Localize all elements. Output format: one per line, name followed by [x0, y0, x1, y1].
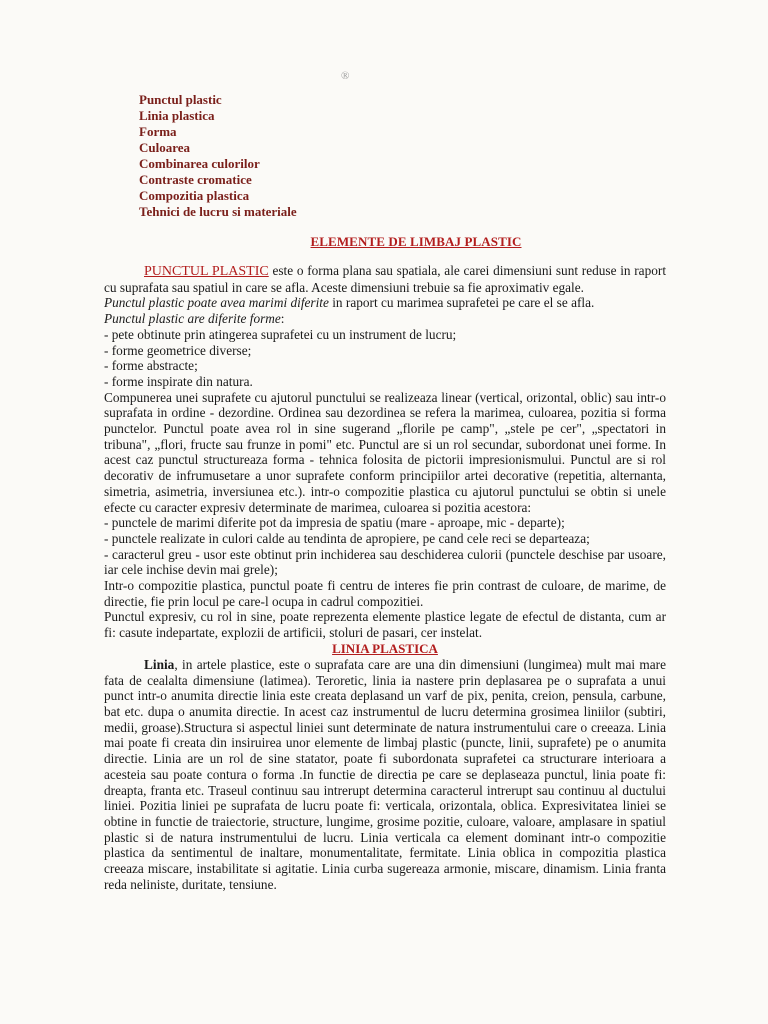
punct-centru-paragraph: Intr-o compozitie plastica, punctul poate fi centru de interes fie prin contrast de culoare, de marime, de directie, fie prin locul pe care-l ocupa in cadrul compozitiei.: [104, 578, 666, 609]
toc-item: Tehnici de lucru si materiale: [139, 204, 297, 219]
punct-forme-heading: Punctul plastic are diferite forme:: [104, 311, 285, 327]
punct-keyword: PUNCTUL PLASTIC: [144, 264, 269, 279]
main-title: ELEMENTE DE LIMBAJ PLASTIC: [310, 234, 522, 249]
punct-marimi-text: in raport cu marimea suprafetei pe care el se afla.: [328, 295, 595, 311]
punct-compunere-paragraph: Compunerea unei suprafete cu ajutorul punctului se realizeaza linear (vertical, orizontal, oblic) sau intr-o suprafata in ordine - dezordine. Ordinea sau dezordinea se refera la marimea, culoarea, pozitia si forma punctelor. Punctul poate avea rol in sine sugerand „florile pe camp", „stele pe cer", „spectatori in tribuna", „flori, fructe sau frunze in pomi" etc. Punctul are si un rol secundar, subordonat unei forme. In acest caz punctul structureaza forma - tehnica folosita de pictorii impresionismului. Punctul are si rol decorativ de infrumusetare a unor suprafete conform principiilor artei decorative (repetitia, alternanta, simetria, asimetria, inversiunea etc.). intr-o compozitie plastica cu ajutorul punctului se obtin si unele efecte cu caracter expresiv determinate de marimea, culoarea si pozitia acestora:: [104, 389, 666, 515]
table-of-contents: [139, 92, 297, 220]
linia-lead: Linia: [144, 656, 175, 672]
list-item: - punctele de marimi diferite pot da impresia de spatiu (mare - aproape, mic - departe);: [104, 515, 565, 531]
punct-marimi-italic: Punctul plastic poate avea marimi diferite: [104, 295, 329, 311]
punct-intro-text: este o forma plana sau spatiala, ale carei dimensiuni sunt reduse in raport cu suprafata sau spatiul in care se afla. Aceste dimensiuni trebuie sa fie aproximativ egale.: [104, 263, 667, 295]
punct-forme-list: [104, 327, 666, 390]
punct-efecte-list: [104, 515, 666, 578]
linia-paragraph: [104, 657, 666, 893]
linia-section-title: LINIA PLASTICA: [332, 640, 438, 656]
list-item: - forme abstracte;: [104, 358, 198, 374]
toc-item: Combinarea culorilor: [139, 156, 260, 171]
punct-intro-paragraph: [104, 263, 666, 295]
list-item: - caracterul greu - usor este obtinut prin inchiderea sau deschiderea culorii (punctele deschise par usoare, iar cele inchise devin mai grele);: [104, 546, 666, 578]
scan-mark: ®: [341, 70, 350, 82]
toc-item: Culoarea: [139, 140, 191, 155]
linia-body: , in artele plastice, este o suprafata care are una din dimensiuni (lungimea) mult mai mare fata de cealalta dimensiune (latimea). Teroretic, linia ia nastere prin deplasarea pe o suprafata a unui punct intr-o anumita directie linia este creata deplasand un varf de pix, penita, creion, pensula, carbune, bat etc. dupa o anumita directie. In acest caz instrumentul de lucru determina grosimea liniilor (subtiri, medii, groase).Structura si aspectul liniei sunt determinate de natura instrumentului care o creeaza. Linia mai poate fi creata din insiruirea unor elemente de limbaj plastic (puncte, linii, suprafete) pe o anumita directie. Linia are un rol de sine statator, poate fi subordonata suprafetei ca structurare interioara a acesteia sau poate contura o forma .In functie de directia pe care se deplaseaza punctul, linia poate fi: dreapta, franta etc. Traseul continuu sau intrerupt determina caracterul intrerupt sau continuu al ductului liniei. Pozitia liniei pe suprafata de lucru poate fi: verticala, orizontala, oblica. Expresivitatea liniei se obtine in functie de traiectorie, structure, lungime, grosime pozitie, culoare, valoare, amplasare in spatiul plastic si de natura instrumentului de lucru. Linia verticala ca element dominant intr-o compozitie plastica da sentimentul de inaltare, monumentalitate, fermitate. Linia oblica in compozitia plastica creeaza miscare, instabilitate si agitatie. Linia curba sugereaza armonie, miscare, dinamism. Linia franta reda neliniste, duritate, tensiune.: [104, 656, 666, 892]
punct-marimi-paragraph: [104, 295, 666, 311]
list-item: - forme geometrice diverse;: [104, 342, 252, 358]
document-body: [104, 263, 666, 892]
toc-item: Compozitia plastica: [139, 188, 250, 203]
toc-item: Linia plastica: [139, 108, 215, 123]
list-item: - pete obtinute prin atingerea suprafetei cu un instrument de lucru;: [104, 326, 457, 342]
list-item: - punctele realizate in culori calde au tendinta de apropiere, pe cand cele reci se departeaza;: [104, 530, 590, 546]
toc-item: Forma: [139, 124, 177, 139]
list-item: - forme inspirate din natura.: [104, 373, 253, 389]
toc-item: Punctul plastic: [139, 92, 222, 107]
toc-item: Contraste cromatice: [139, 172, 252, 187]
punct-expresiv-paragraph: Punctul expresiv, cu rol in sine, poate reprezenta elemente plastice legate de efectul de distanta, cum ar fi: casute indepartate, explozii de artificii, stoluri de pasari, cer instelat.: [104, 609, 666, 641]
